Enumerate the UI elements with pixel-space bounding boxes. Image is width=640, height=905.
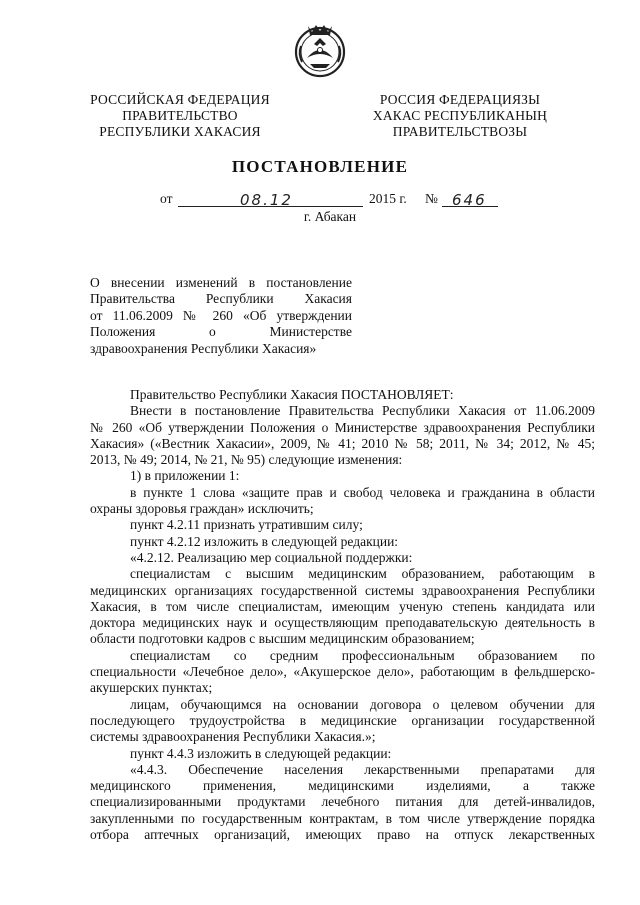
- body-line: специальности «Лечебное дело», «Акушерское дело», работающим в фельдшерско-: [90, 664, 595, 680]
- body-line: лицам, обучающимся на основании договора о целевом обучении для: [130, 696, 595, 712]
- number-label: №: [425, 191, 438, 206]
- body-line: Правительство Республики Хакасия ПОСТАНОВЛЯЕТ:: [130, 387, 454, 402]
- body-line: закупленными по государственным контрактам, в том числе утверждение порядка: [90, 810, 595, 826]
- subject-block: [90, 275, 352, 357]
- subject-line: Положения о Министерстве: [90, 324, 352, 340]
- body-line: № 260 «Об утверждении Положения о Министерстве здравоохранения Республики: [90, 419, 595, 435]
- document-body: [90, 387, 595, 843]
- subject-line: от 11.06.2009 № 260 «Об утверждении: [90, 307, 352, 323]
- handwritten-number: 646: [452, 191, 487, 209]
- city-label: г. Абакан: [303, 209, 357, 224]
- subject-line: О внесении изменений в постановление: [90, 275, 352, 290]
- header-left-line-3: РЕСПУБЛИКИ ХАКАСИЯ: [99, 124, 261, 139]
- body-line: последующего трудоустройства в медицинские организации государственной: [90, 712, 595, 728]
- body-line: Хакасия» («Вестник Хакасии», 2009, № 41; 2010 № 58; 2011, № 34; 2012, № 45;: [90, 435, 595, 451]
- header-right-line-1: РОССИЯ ФЕДЕРАЦИЯЗЫ: [379, 92, 541, 107]
- body-line: акушерских пунктах;: [90, 680, 213, 696]
- body-line: пункт 4.2.11 признать утратившим силу;: [130, 517, 363, 533]
- body-line: Хакасия, в том числе специалистам, имеющим ученую степень кандидата или: [90, 598, 595, 614]
- body-line: охраны здоровья граждан» исключить;: [90, 501, 314, 517]
- body-line: доктора медицинских наук и осуществляющим преподавательскую деятельность в: [90, 615, 595, 631]
- header-right-line-3: ПРАВИТЕЛЬСТВОЗЫ: [392, 124, 528, 139]
- subject-line: здравоохранения Республики Хакасия»: [90, 340, 317, 356]
- header-right-block: [360, 92, 560, 140]
- subject-line: Правительства Республики Хакасия: [90, 291, 352, 307]
- body-line: «4.2.12. Реализацию мер социальной поддержки:: [130, 549, 413, 565]
- handwritten-date: 08.12: [240, 191, 293, 209]
- body-line: системы здравоохранения Республики Хакасия.»;: [90, 729, 376, 745]
- header-left-line-1: РОССИЙСКАЯ ФЕДЕРАЦИЯ: [90, 92, 270, 107]
- document-title: ПОСТАНОВЛЕНИЕ: [231, 157, 409, 176]
- body-line: области подготовки кадров с высшим медицинским образованием;: [90, 631, 475, 647]
- body-line: отбора аптечных организаций, имеющих право на отпуск лекарственных: [90, 827, 595, 843]
- date-underline: [178, 191, 363, 207]
- date-prefix: от: [160, 191, 173, 206]
- coat-of-arms-emblem: [290, 20, 350, 80]
- year-label: 2015 г.: [369, 191, 407, 206]
- body-line: специалистам с высшим медицинским образованием, работающим в: [130, 566, 595, 582]
- body-line: в пункте 1 слова «защите прав и свобод человека и гражданина в области: [130, 484, 595, 500]
- header-left-block: [80, 92, 280, 140]
- body-line: пункт 4.2.12 изложить в следующей редакции:: [130, 533, 399, 549]
- body-line: 1) в приложении 1:: [130, 468, 240, 484]
- body-line: Внести в постановление Правительства Республики Хакасия от 11.06.2009: [130, 403, 595, 419]
- header-left-line-2: ПРАВИТЕЛЬСТВО: [122, 108, 238, 123]
- body-line: «4.4.3. Обеспечение населения лекарственными препаратами для: [130, 761, 595, 777]
- header-right-line-2: ХАКАС РЕСПУБЛИКАНЫҢ: [372, 108, 548, 123]
- body-line: специализированными продуктами лечебного питания для детей-инвалидов,: [90, 794, 595, 810]
- body-line: 2013, № 49; 2014, № 21, № 95) следующие изменения:: [90, 452, 403, 468]
- body-line: медицинских организациях государственной системы здравоохранения Республики: [90, 582, 595, 598]
- body-line: специалистам со средним профессиональным образованием по: [130, 647, 595, 663]
- body-line: пункт 4.4.3 изложить в следующей редакции:: [130, 745, 392, 761]
- body-line: медицинского применения, медицинскими изделиями, а также: [90, 778, 595, 794]
- number-underline: [442, 191, 498, 207]
